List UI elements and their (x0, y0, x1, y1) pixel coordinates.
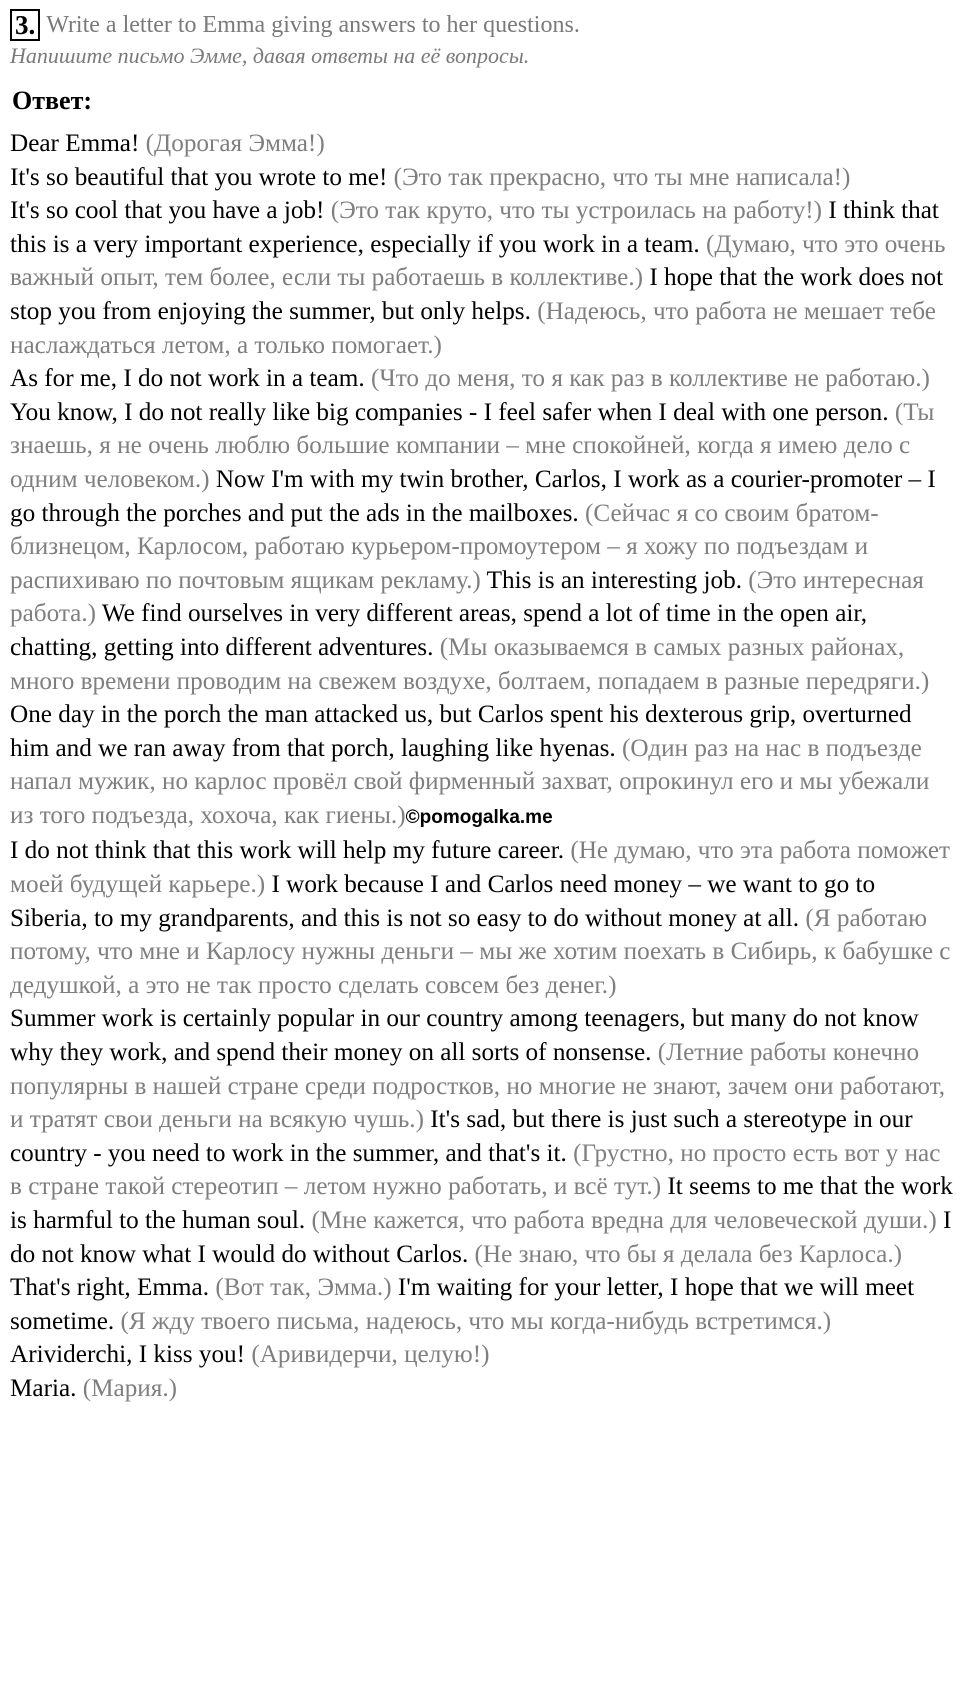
task-translation: Напишите письмо Эмме, давая ответы на её вопросы. (10, 43, 530, 68)
letter-signature (10, 1372, 953, 1406)
sentence-en: You know, I do not really like big companies - I feel safer when I deal with one person. (10, 398, 889, 426)
sentence-en: That's right, Emma. (10, 1274, 210, 1302)
letter-paragraph (10, 834, 953, 1002)
task-instruction-line (10, 8, 950, 42)
sentence-ru: (Думаю, что это очень важный опыт, тем более, если ты работаешь в коллективе.) (10, 230, 946, 292)
greeting-ru: (Дорогая Эмма!) (145, 130, 325, 157)
sentence-ru: (Что до меня, то я как раз в коллективе не работаю.) (370, 365, 930, 393)
sentence-en: It's so beautiful that you wrote to me! (10, 163, 388, 191)
sentence-en: As for me, I do not work in a team. (10, 365, 365, 393)
greeting-en: Dear Emma! (10, 130, 140, 157)
sentence-ru: (Ты знаешь, я не очень люблю большие компании – мне спокойней, когда я имею дело с одним человеком.) (10, 398, 935, 493)
sentence-en: It seems to me that the work is harmful to the human soul. (10, 1173, 953, 1234)
letter-paragraph (10, 1002, 953, 1271)
sentence-en: One day in the porch the man attacked us, but Carlos spent his dexterous grip, overturned him and we ran away from that porch, laughing like hyenas. (10, 701, 912, 762)
letter-greeting (10, 127, 953, 161)
sentence-en: We find ourselves in very different areas, spend a lot of time in the open air, chatting, getting into different adventures. (10, 600, 868, 661)
sentence-en: Now I'm with my twin brother, Carlos, I work as a courier-promoter – I go through the porches and put the ads in the mailboxes. (10, 465, 936, 527)
sentence-en: This is an interesting job. (486, 566, 742, 594)
sentence-ru: (Один раз на нас в подъезде напал мужик, но карлос провёл свой фирменный захват, опрокинул его и мы убежали из того подъезда, хохоча, как гиены.) (10, 734, 930, 829)
sentence-en: I'm waiting for your letter, I hope that we will meet sometime. (10, 1274, 915, 1335)
task-header (10, 8, 950, 70)
sentence-ru: (Это так прекрасно, что ты мне написала!) (393, 163, 851, 191)
sentence-en: Summer work is certainly popular in our country among teenagers, but many do not know why they work, and spend their money on all sorts of nonsense. (10, 1005, 919, 1067)
sentence-ru: (Это так круто, что ты устроилась на работу!) (330, 197, 823, 225)
sentence-en: I do not know what I would do without Carlos. (10, 1207, 952, 1268)
sentence-ru: (Я жду твоего письма, надеюсь, что мы когда-нибудь встретимся.) (120, 1307, 832, 1335)
sentence-ru: (Мне кажется, что работа вредна для человеческой души.) (311, 1207, 937, 1234)
letter-paragraph (10, 194, 953, 362)
sentence-en: I hope that the work does not stop you from enjoying the summer, but only helps. (10, 264, 944, 325)
sentence-ru: (Не знаю, что бы я делала без Карлоса.) (474, 1240, 903, 1268)
sentence-ru: (Мы оказываемся в самых разных районах, много времени проводим на свежем воздухе, болтаем, попадаем в разные передряги.) (10, 633, 930, 695)
sentence-en: I work because I and Carlos need money – we want to go to Siberia, to my grandparents, and this is not so easy to do without money at all. (10, 871, 876, 932)
closing-ru: (Аривидерчи, целую!) (251, 1341, 490, 1369)
watermark: ©pomogalka.me (405, 806, 553, 828)
sentence-ru: (Не думаю, что эта работа поможет моей будущей карьере.) (10, 837, 951, 899)
letter-closing (10, 1338, 953, 1372)
task-number: 3. (10, 9, 40, 41)
sentence-en: I do not think that this work will help my future career. (10, 837, 565, 865)
letter-paragraph (10, 161, 953, 195)
signature-ru: (Мария.) (82, 1374, 178, 1402)
sentence-ru: (Вот так, Эмма.) (215, 1274, 392, 1302)
letter-body (10, 127, 953, 1406)
sentence-ru: (Я работаю потому, что мне и Карлосу нужны деньги – мы же хотим поехать в Сибирь, к бабушке с дедушкой, а это не так просто сделать совсем без денег.) (10, 904, 951, 999)
sentence-ru: (Грустно, но просто есть вот у нас в стране такой стереотип – летом нужно работать, и всё тут.) (10, 1139, 941, 1201)
sentence-en: It's so cool that you have a job! (10, 197, 325, 225)
answer-label: Ответ: (12, 86, 93, 115)
sentence-ru: (Сейчас я со своим братом-близнецом, Карлосом, работаю курьером-промоутером – я хожу по подъездам и распихиваю по почтовым ящикам рекламу.) (10, 499, 879, 594)
sentence-en: It's sad, but there is just such a stereotype in our country - you need to work in the summer, and that's it. (10, 1106, 913, 1167)
sentence-ru: (Это интересная работа.) (10, 566, 924, 628)
letter-paragraph (10, 1271, 953, 1338)
letter-paragraph (10, 362, 953, 834)
sentence-en: I think that this is a very important experience, especially if you work in a team. (10, 197, 939, 258)
sentence-ru: (Летние работы конечно популярны в нашей стране среди подростков, но многие не знают, зачем они работают, и тратят свои деньги на всякую чушь.) (10, 1039, 946, 1134)
closing-en: Arividerchi, I kiss you! (10, 1341, 246, 1369)
signature-en: Maria. (10, 1374, 77, 1402)
task-instruction: Write a letter to Emma giving answers to her questions. (46, 11, 580, 38)
sentence-ru: (Надеюсь, что работа не мешает тебе наслаждаться летом, а только помогает.) (10, 297, 936, 359)
